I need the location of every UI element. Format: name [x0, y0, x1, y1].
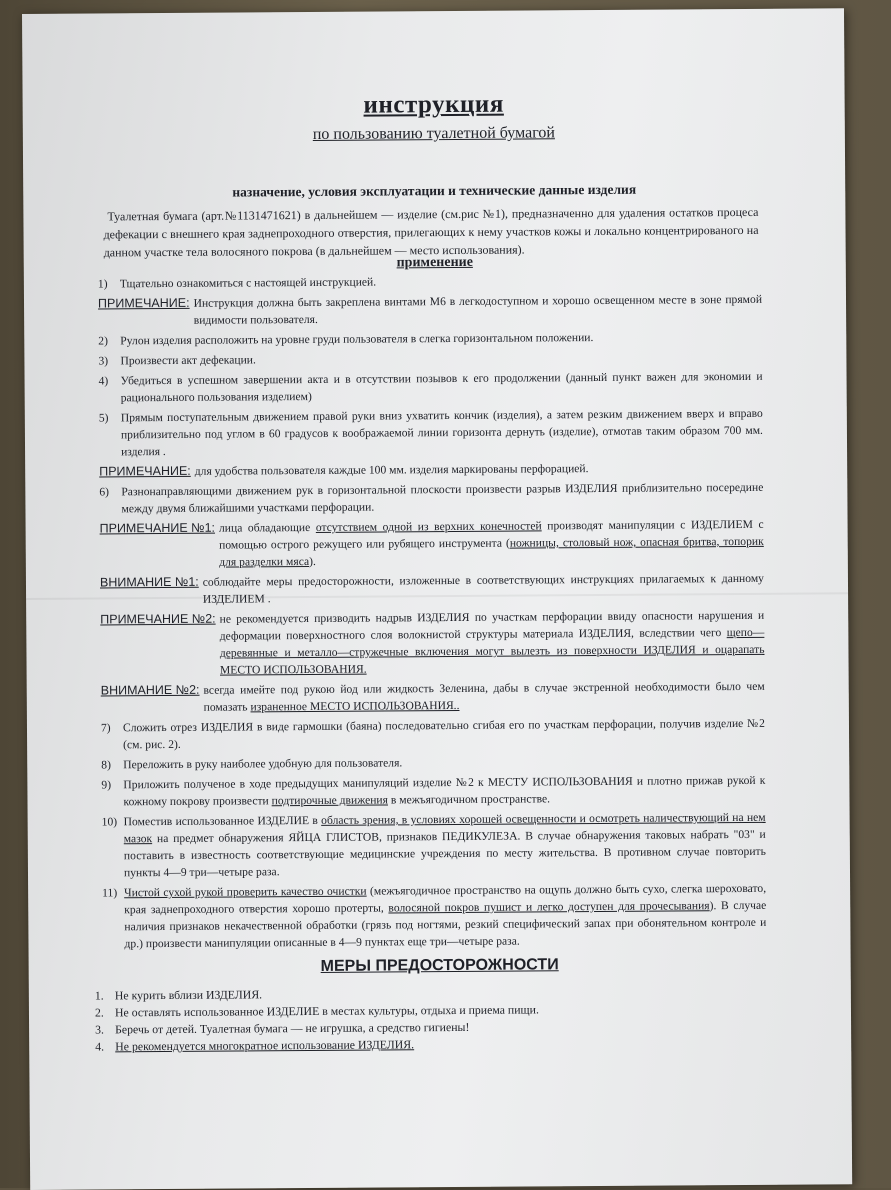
note-item	[100, 516, 764, 572]
item-number: 3.	[95, 1022, 104, 1037]
intro-paragraph: Туалетная бумага (арт.№1131471621) в дальнейшем — изделие (см.рис №1), предназначенно для удаления остатков процеса дефекации с внешнего края заднепроходного отверстия, прилегающих к нему участков кожы и локально концентрированого на данном участке тела волосяного покрова (в дальнейшем — место использования).	[103, 204, 759, 260]
item-number: 3)	[98, 354, 109, 368]
section-heading-main: назначение, условия эксплуатации и технические данные изделия	[232, 181, 637, 200]
item-text: Тщательно ознакомиться с настоящей инструкцией.	[119, 275, 377, 291]
item-text: Приложить полученое в ходе предыдущих манипуляций изделие №2 к МЕСТУ ИСПОЛЬЗОВАНИЯ и плотно прижав рукой к кожному покрову произвести подтирочные движения в межъягодичном пространстве.	[123, 773, 766, 809]
list-item	[99, 405, 763, 461]
warning-item	[101, 678, 765, 717]
list-item	[101, 772, 765, 811]
list-item	[98, 348, 762, 370]
item-number: 11)	[102, 886, 118, 900]
item-number: 6)	[99, 485, 110, 499]
item-text: Рулон изделия расположить на уровне груди пользователя в слегка горизонтальном положении.	[120, 331, 594, 348]
item-text: Не оставлять использованное ИЗДЕЛИЕ в местах культуры, отдыха и приема пищи.	[114, 1002, 539, 1020]
list-item	[98, 328, 762, 350]
item-number: 1)	[97, 277, 108, 291]
item-text: Поместив использованное ИЗДЕЛИЕ в область зрения, в условиях хорошей освещенности и осмотреть наличествующий на нем мазок на предмет обнаружения ЯЙЦА ГЛИСТОВ, признаков ПЕДИКУЛЕЗА. В случае обнаружения таковых набрать "03" и поставить в известность соответствующие медицинские учреждения по месту жительства. В противном случае повторить пункты 4—9 три—четыре раза.	[123, 810, 766, 880]
instruction-list	[98, 271, 767, 956]
item-text: Беречь от детей. Туалетная бумага — не игрушка, а средство гигиены!	[115, 1019, 470, 1037]
note-item	[98, 291, 762, 330]
list-item	[99, 479, 763, 518]
item-text: Переложить в руку наиболее удобную для пользователя.	[123, 756, 403, 772]
note-item	[99, 459, 763, 481]
item-number: 1.	[94, 988, 104, 1003]
item-text: Не рекомендуется многократное использование ИЗДЕЛИЯ.	[115, 1037, 415, 1054]
warning-text: соблюдайте меры предосторожности, изложенные в соответствующих инструкциях прилагаемых к данному ИЗДЕЛИЕМ .	[202, 571, 765, 606]
page-subtitle: по пользованию туалетной бумагой	[312, 124, 555, 143]
item-text: Не курить вблизи ИЗДЕЛИЯ.	[114, 987, 263, 1003]
item-text: Убедиться в успешном завершении акта и в отсутствии позывов к его продолжении (данный пункт важен для экономии и рационального пользования изделием)	[120, 369, 763, 405]
item-number: 4)	[98, 374, 109, 388]
list-item	[99, 368, 763, 407]
list-item	[101, 752, 765, 774]
item-text: Произвести акт дефекации.	[120, 353, 256, 368]
document-sheet	[22, 8, 852, 1190]
warning-label: ВНИМАНИЕ №2:	[100, 682, 200, 698]
list-item	[95, 1034, 695, 1055]
item-number: 4.	[95, 1039, 105, 1054]
precautions-list	[95, 983, 695, 1055]
note-label: ПРИМЕЧАНИЕ №2:	[100, 611, 216, 627]
item-number: 2.	[94, 1005, 104, 1020]
list-item	[98, 271, 762, 293]
note-label: ПРИМЕЧАНИЕ №1:	[99, 520, 216, 536]
item-text: Сложить отрез ИЗДЕЛИЯ в виде гармошки (баяна) последовательно сгибая его по участкам перфорации, получив изделие №2 (см. рис. 2).	[122, 716, 766, 752]
page-title: инструкция	[363, 90, 504, 119]
item-number: 2)	[98, 334, 109, 348]
section-heading-precautions: МЕРЫ ПРЕДОСТОРОЖНОСТИ	[320, 956, 559, 975]
note-item	[100, 607, 764, 680]
note-label: ПРИМЕЧАНИЕ:	[99, 463, 191, 479]
item-number: 5)	[98, 411, 109, 425]
item-number: 8)	[101, 758, 111, 772]
section-heading-apply: применение	[396, 254, 473, 271]
item-text: Прямым поступательным движением правой руки вниз ухватить кончик (изделия), а затем резким движением вверх и вправо приблизительно под углом в 60 градусов к воображаемой линии горизонта дернуть (изделие), отмотав таким образом 700 мм. изделия .	[120, 406, 763, 459]
item-number: 9)	[101, 778, 112, 792]
note-text: Инструкция должна быть закреплена винтами М6 в легкодоступном и хорошо освещенном месте в зоне прямой видимости пользователя.	[193, 292, 763, 327]
note-text: не рекомендуется призводить надрыв ИЗДЕЛИЯ по участкам перфорации ввиду опасности нарушения и деформации поверхностного слоя волокнистой структуры материала ИЗДЕЛИЯ, вследствии чего щепо—деревянные и металло—стружечные включения могут вылезть из поверхности ИЗДЕЛИЯ и оцарапать МЕСТО ИСПОЛЬЗОВАНИЯ.	[219, 608, 765, 677]
warning-item	[100, 570, 764, 609]
item-number: 7)	[100, 721, 111, 735]
warning-text: всегда имейте под рукою йод или жидкость Зеленина, дабы в случае экстренной необходимости было чем помазать израненное МЕСТО ИСПОЛЬЗОВАНИЯ..	[203, 679, 765, 714]
list-item	[101, 715, 765, 754]
item-text: Разнонаправляющими движением рук в горизонтальной плоскости произвести разрыв ИЗДЕЛИЯ приблизительно посередине между двумя ближайшими участками перфорации.	[121, 480, 764, 516]
note-text: для удобства пользователя каждые 100 мм. изделия маркированы перфорацией.	[194, 462, 589, 478]
item-number: 10)	[101, 815, 118, 829]
note-label: ПРИМЕЧАНИЕ:	[97, 295, 190, 311]
item-text: Чистой сухой рукой проверить качество очистки (межъягодичное пространство на ощупь должно быть сухо, слегка шероховато, края заднепроходного отверстия хорошо протерты, волосяной покров пушист и легко доступен для прочесывания). В случае наличия признаков некачественной обработки (грязь под ногтями, резкий специфический запах при обонятельном контроле и др.) произвести манипуляции описанные в 4—9 пунктах еще три—четыре раза.	[124, 881, 767, 951]
note-text: лица обладающие отсутствием одной из верхних конечностей производят манипуляции с ИЗДЕЛИЕМ с помощью острого режущего или рубящего инструмента (ножницы, столовый нож, опасная бритва, топорик для разделки мяса).	[218, 517, 764, 569]
list-item	[102, 809, 766, 882]
warning-label: ВНИМАНИЕ №1:	[99, 574, 199, 590]
list-item	[102, 880, 766, 953]
